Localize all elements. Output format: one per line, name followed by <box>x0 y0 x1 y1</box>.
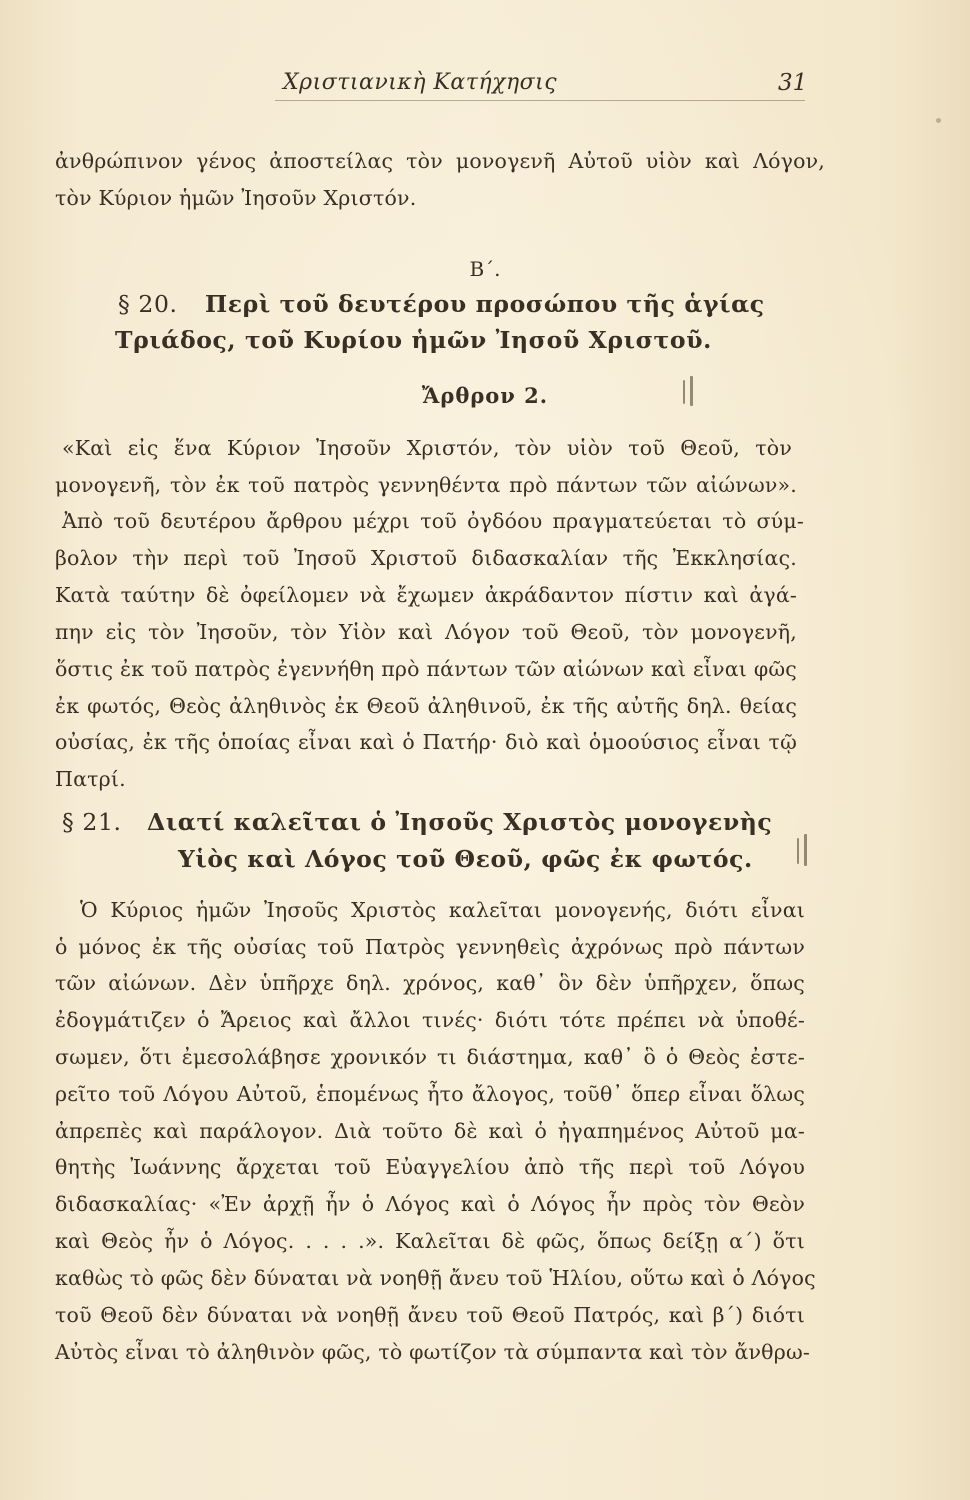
section-20-title-line2: Τριάδος, τοῦ Κυρίου ἡμῶν Ἰησοῦ Χριστοῦ. <box>115 326 712 354</box>
body-line: ἐδογμάτιζεν ὁ Ἄρειος καὶ ἄλλοι τινές· διότι τότε πρέπει νὰ ὑποθέ- <box>55 1008 805 1032</box>
paper-speck <box>936 118 941 123</box>
body-line: θητὴς Ἰωάννης ἄρχεται τοῦ Εὐαγγελίου ἀπὸ τῆς περὶ τοῦ Λόγου <box>55 1155 805 1179</box>
section-21-number: § 21. <box>62 808 122 836</box>
body-line: σωμεν, ὅτι ἐμεσολάβησε χρονικόν τι διάστημα, καθ᾽ ὃ ὁ Θεὸς ἐστε- <box>55 1045 805 1069</box>
body-line: καὶ Θεὸς ἦν ὁ Λόγος. . . . .». Καλεῖται δὲ φῶς, ὅπως δείξῃ α΄) ὅτι <box>55 1229 805 1253</box>
margin-pencil-mark <box>797 838 799 864</box>
section-20-number: § 20. <box>118 290 178 318</box>
header-rule <box>275 100 805 101</box>
body-line: μονογενῆ, τὸν ἐκ τοῦ πατρὸς γεννηθέντα πρὸ πάντων τῶν αἰώνων». <box>55 473 797 497</box>
body-line: τοῦ Θεοῦ δὲν δύναται νὰ νοηθῇ ἄνευ τοῦ Θεοῦ Πατρός, καὶ β΄) διότι <box>55 1303 805 1327</box>
body-line: τῶν αἰώνων. Δὲν ὑπῆρχε δηλ. χρόνος, καθ᾽ ὃν δὲν ὑπῆρχεν, ὅπως <box>55 971 805 995</box>
body-line: βολον τὴν περὶ τοῦ Ἰησοῦ Χριστοῦ διδασκαλίαν τῆς Ἐκκλησίας. <box>55 546 797 570</box>
body-line: Πατρί. <box>55 767 126 791</box>
margin-pencil-mark <box>690 376 693 406</box>
body-line: ἀπρεπὲς καὶ παράλογον. Διὰ τοῦτο δὲ καὶ ὁ ἠγαπημένος Αὐτοῦ μα- <box>55 1119 805 1143</box>
body-line: οὐσίας, ἐκ τῆς ὁποίας εἶναι καὶ ὁ Πατήρ· διὸ καὶ ὁμοούσιος εἶναι τῷ <box>55 730 797 754</box>
body-line: ἐκ φωτός, Θεὸς ἀληθινὸς ἐκ Θεοῦ ἀληθινοῦ, ἐκ τῆς αὐτῆς δηλ. θείας <box>55 694 797 718</box>
section-21-title-line1: Διατί καλεῖται ὁ Ἰησοῦς Χριστὸς μονογενὴς <box>147 808 773 836</box>
body-line: Αὐτὸς εἶναι τὸ ἀληθινὸν φῶς, τὸ φωτίζον τὰ σύμπαντα καὶ τὸν ἄνθρω- <box>55 1340 810 1364</box>
body-line: Ἀπὸ τοῦ δευτέρου ἄρθρου μέχρι τοῦ ὀγδόου πραγματεύεται τὸ σύμ- <box>62 509 804 533</box>
article-title: Ἄρθρον 2. <box>421 383 549 408</box>
section-marker: Β΄. <box>469 257 501 281</box>
body-line: ὁ μόνος ἐκ τῆς οὐσίας τοῦ Πατρὸς γεννηθεὶς ἀχρόνως πρὸ πάντων <box>55 935 805 959</box>
body-line: ρεῖτο τοῦ Λόγου Αὐτοῦ, ἑπομένως ἦτο ἄλογος, τοῦθ᾽ ὅπερ εἶναι ὅλως <box>55 1082 805 1106</box>
body-line: ὅστις ἐκ τοῦ πατρὸς ἐγεννήθη πρὸ πάντων τῶν αἰώνων καὶ εἶναι φῶς <box>55 657 797 681</box>
body-line: διδασκαλίας· «Ἐν ἀρχῇ ἦν ὁ Λόγος καὶ ὁ Λόγος ἦν πρὸς τὸν Θεὸν <box>55 1192 805 1216</box>
page-number: 31 <box>778 70 808 96</box>
margin-pencil-mark <box>683 380 685 404</box>
body-line: Ὁ Κύριος ἡμῶν Ἰησοῦς Χριστὸς καλεῖται μονογενής, διότι εἶναι <box>80 898 805 922</box>
running-head: Χριστιανικὴ Κατήχησις <box>283 70 558 95</box>
section-21-title-line2: Υἱὸς καὶ Λόγος τοῦ Θεοῦ, φῶς ἐκ φωτός. <box>178 845 753 873</box>
body-line: «Καὶ εἰς ἕνα Κύριον Ἰησοῦν Χριστόν, τὸν υἱὸν τοῦ Θεοῦ, τὸν <box>62 436 792 460</box>
body-line: πην εἰς τὸν Ἰησοῦν, τὸν Υἱὸν καὶ Λόγον τοῦ Θεοῦ, τὸν μονογενῆ, <box>55 620 797 644</box>
intro-line: ἀνθρώπινον γένος ἀποστείλας τὸν μονογενῆ Αὐτοῦ υἱὸν καὶ Λόγον, <box>55 149 825 173</box>
section-20-title-line1: Περὶ τοῦ δευτέρου προσώπου τῆς ἁγίας <box>205 290 765 318</box>
body-line: καθὼς τὸ φῶς δὲν δύναται νὰ νοηθῇ ἄνευ τοῦ Ἡλίου, οὕτω καὶ ὁ Λόγος <box>55 1266 816 1290</box>
margin-pencil-mark <box>804 834 807 866</box>
body-line: Κατὰ ταύτην δὲ ὀφείλομεν νὰ ἔχωμεν ἀκράδαντον πίστιν καὶ ἀγά- <box>55 583 797 607</box>
intro-line: τὸν Κύριον ἡμῶν Ἰησοῦν Χριστόν. <box>55 186 417 210</box>
